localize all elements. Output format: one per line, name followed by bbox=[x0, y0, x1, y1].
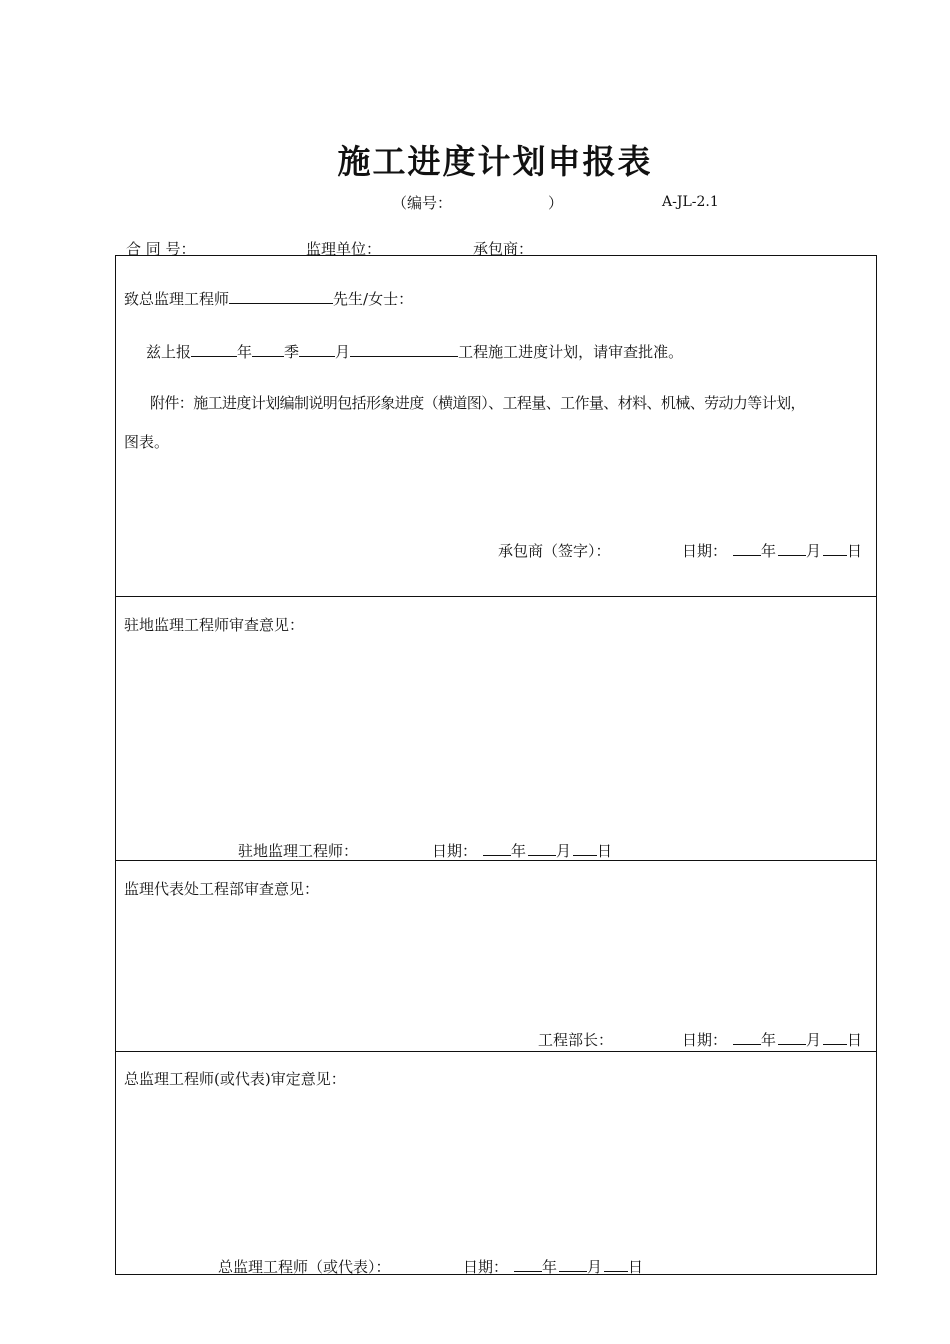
date-month-label: 月 bbox=[587, 1258, 603, 1276]
date-month-label: 月 bbox=[806, 1031, 822, 1049]
addressee-line bbox=[124, 288, 413, 309]
date-year-blank[interactable] bbox=[733, 1030, 761, 1045]
year-blank[interactable] bbox=[191, 342, 237, 357]
section-divider bbox=[115, 1051, 877, 1052]
date-month-blank[interactable] bbox=[778, 541, 806, 556]
contractor-signature-label: 承包商（签字）： bbox=[498, 542, 611, 560]
dept-head-date bbox=[682, 1029, 862, 1050]
addressee-prefix: 致总监理工程师 bbox=[124, 290, 230, 308]
date-year-label: 年 bbox=[542, 1258, 558, 1276]
date-month-label: 月 bbox=[806, 542, 822, 560]
date-year-blank[interactable] bbox=[733, 541, 761, 556]
date-day-blank[interactable] bbox=[823, 1030, 847, 1045]
date-month-blank[interactable] bbox=[778, 1030, 806, 1045]
date-label: 日期： bbox=[432, 842, 478, 860]
supervisor-unit-label: 监理单位： bbox=[306, 240, 382, 258]
page-title: 施工进度计划申报表 bbox=[337, 142, 653, 181]
date-year-label: 年 bbox=[761, 1031, 777, 1049]
submission-prefix: 兹上报 bbox=[146, 343, 192, 361]
quarter-blank[interactable] bbox=[252, 342, 284, 357]
date-month-blank[interactable] bbox=[528, 841, 556, 856]
month-label: 月 bbox=[335, 343, 351, 361]
submission-line bbox=[146, 341, 683, 362]
chief-engineer-date bbox=[463, 1256, 643, 1277]
year-label: 年 bbox=[237, 343, 253, 361]
number-label-open: （编号： bbox=[392, 194, 453, 212]
date-day-label: 日 bbox=[847, 542, 863, 560]
date-day-blank[interactable] bbox=[823, 541, 847, 556]
contract-number-label: 合 同 号： bbox=[126, 240, 196, 258]
attachment-text-cont: 图表。 bbox=[124, 433, 170, 451]
date-day-blank[interactable] bbox=[604, 1257, 628, 1272]
engineer-name-blank[interactable] bbox=[229, 289, 333, 304]
date-month-label: 月 bbox=[556, 842, 572, 860]
chief-engineer-signature-label: 总监理工程师（或代表）： bbox=[218, 1258, 391, 1276]
dept-head-signature-label: 工程部长： bbox=[538, 1031, 614, 1049]
submission-suffix: 工程施工进度计划，请审查批准。 bbox=[458, 343, 684, 361]
attachment-text: 附件：施工进度计划编制说明包括形象进度（横道图）、工程量、工作量、材料、机械、劳动力等计划， bbox=[150, 394, 805, 412]
date-day-label: 日 bbox=[628, 1258, 644, 1276]
date-year-label: 年 bbox=[761, 542, 777, 560]
quarter-label: 季 bbox=[284, 343, 300, 361]
date-month-blank[interactable] bbox=[559, 1257, 587, 1272]
contractor-date bbox=[682, 540, 862, 561]
date-day-label: 日 bbox=[597, 842, 613, 860]
date-label: 日期： bbox=[463, 1258, 509, 1276]
date-label: 日期： bbox=[682, 542, 728, 560]
resident-engineer-signature-label: 驻地监理工程师： bbox=[238, 842, 359, 860]
addressee-suffix: 先生/女士： bbox=[333, 290, 414, 308]
engineering-dept-review-heading: 监理代表处工程部审查意见： bbox=[124, 880, 320, 898]
contractor-label: 承包商： bbox=[473, 240, 534, 258]
date-label: 日期： bbox=[682, 1031, 728, 1049]
project-name-blank[interactable] bbox=[350, 342, 458, 357]
number-label-close: ） bbox=[548, 194, 564, 212]
date-year-blank[interactable] bbox=[483, 841, 511, 856]
chief-engineer-approval-heading: 总监理工程师(或代表)审定意见： bbox=[124, 1070, 346, 1088]
month-blank[interactable] bbox=[299, 342, 335, 357]
date-day-blank[interactable] bbox=[573, 841, 597, 856]
date-day-label: 日 bbox=[847, 1031, 863, 1049]
resident-engineer-date bbox=[432, 840, 612, 861]
date-year-label: 年 bbox=[511, 842, 527, 860]
section-divider bbox=[115, 596, 877, 597]
date-year-blank[interactable] bbox=[514, 1257, 542, 1272]
form-code: A-JL-2.1 bbox=[662, 194, 719, 210]
resident-engineer-review-heading: 驻地监理工程师审查意见： bbox=[124, 616, 305, 634]
